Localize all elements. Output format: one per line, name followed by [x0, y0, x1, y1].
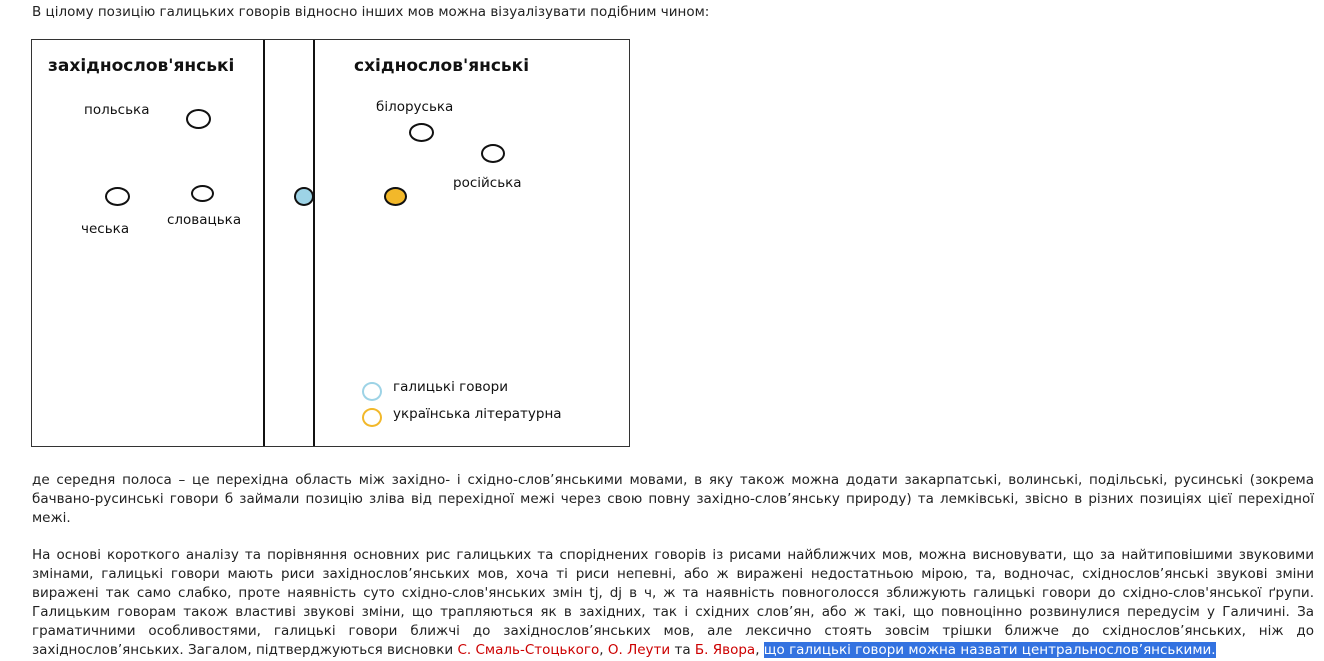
legend-ukrainian-label: українська літературна — [393, 406, 562, 422]
russian-marker — [481, 144, 505, 163]
belarusian-marker — [409, 123, 434, 142]
legend-galician-label: галицькі говори — [393, 379, 509, 395]
label-polish: польська — [84, 102, 150, 118]
link-leuta[interactable]: О. Леути — [607, 642, 671, 658]
separator-and: та — [670, 642, 695, 658]
label-belarusian: білоруська — [376, 99, 454, 115]
separator-comma-2: , — [755, 642, 764, 658]
galician-dialects-marker — [294, 187, 314, 206]
link-yavor[interactable]: Б. Явора — [694, 642, 756, 658]
polish-marker — [186, 109, 211, 129]
language-position-diagram — [31, 39, 630, 447]
legend-galician-icon — [362, 382, 382, 401]
paragraph-conclusion-text: На основі короткого аналізу та порівняння основних рис галицьких та споріднених говорів із рисами найближчих мов, можна висновувати, що за найтиповішими звуковими змінами, галицькі говори мають риси західнослов’янських мов, хоча ті риси непевні, або ж виражені недостатньою мірою, та, водночас, східнослов’янські звукові зміни виражені так само слабко, проте наявність суто східно-слов'янських змін tj, dj в ч, ж та наявність повноголосся зближують галицькі говори до східно-слов'янської ґрупи. Галицьким говорам також властиві звукові зміни, що трапляються як в західних, так і східних слов’ян, або ж такі, що повноцінно розвинулися передусім у Галичині. За граматичними особливостями, галицькі говори ближчі до західнослов’янських мов, але лексично стоять зовсім трішки ближче до східнослов’янських, ніж до західнослов’янських. Загалом, підтверджуються висновки — [32, 547, 1314, 658]
slovak-marker — [191, 185, 214, 202]
link-smal-stotsky[interactable]: С. Смаль-Стоцького — [457, 642, 600, 658]
paragraph-conclusion — [32, 546, 1314, 660]
east-slavic-heading: східнослов'янські — [354, 56, 530, 76]
label-slovak: словацька — [167, 212, 242, 228]
label-czech: чеська — [81, 221, 130, 237]
west-slavic-heading: західнослов'янські — [48, 56, 235, 76]
intro-text: В цілому позицію галицьких говорів відносно інших мов можна візуалізувати подібним чином: — [32, 4, 710, 20]
transition-right-border — [313, 40, 315, 446]
czech-marker — [105, 187, 130, 206]
selected-text-highlight[interactable]: що галицькі говори можна назвати центральнослов’янськими. — [763, 642, 1216, 658]
transition-left-border — [263, 40, 265, 446]
label-russian: російська — [453, 175, 522, 191]
separator-comma-1: , — [599, 642, 608, 658]
ukrainian-literary-marker — [384, 187, 407, 206]
paragraph-transition-area: де середня полоса – це перехідна область між західно- і східно-слов’янськими мовами, в яку також можна додати закарпатські, волинські, подільські, русинські (зокрема бачвано-русинські говори б займали позицію зліва від перехідної межі через свою повну західно-слов’янську природу) та лемківські, звісно в різних позиціях цієї перехідної межі. — [32, 472, 1314, 526]
legend-ukrainian-icon — [362, 408, 382, 427]
